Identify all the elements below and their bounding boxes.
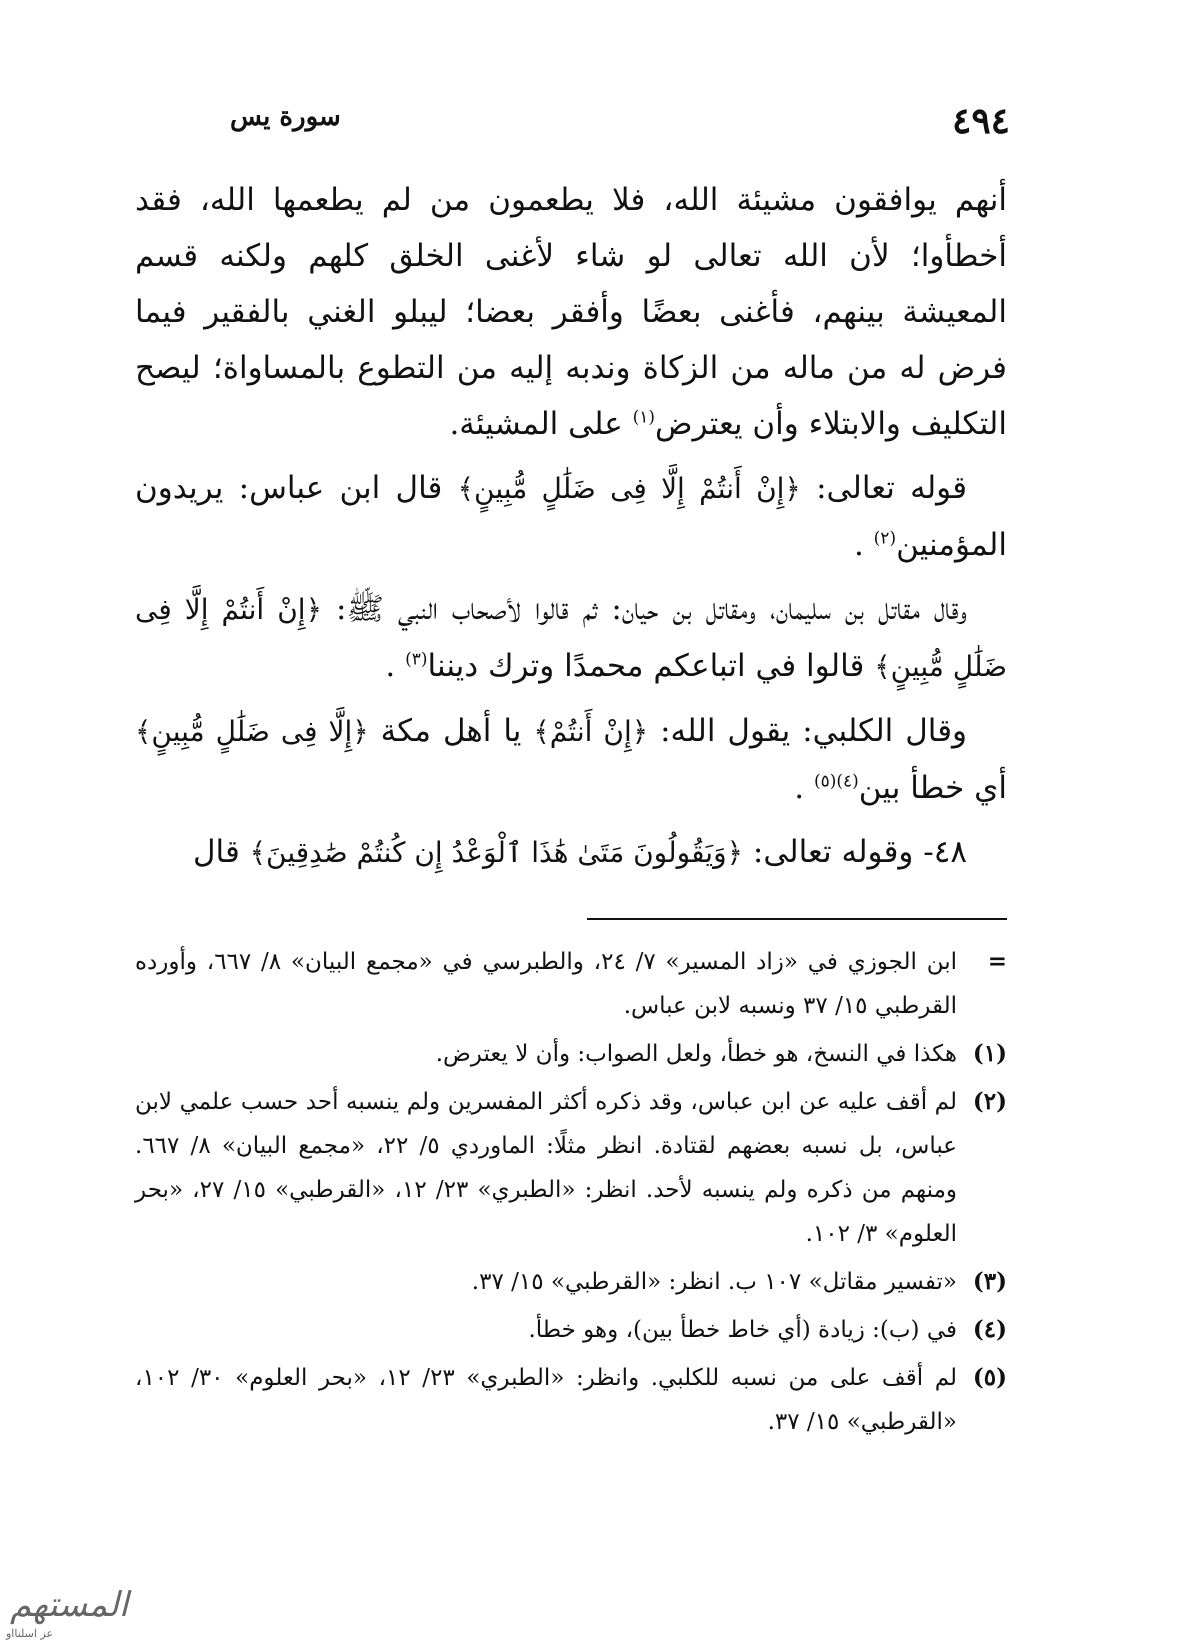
quran-verse: ﴿إِلَّا فِى ضَلَٰلٍ مُّبِينٍ﴾ <box>135 715 369 748</box>
page-header <box>230 100 1010 150</box>
footnote-mark: (٤) <box>972 1316 1007 1343</box>
paragraph-3 <box>135 581 1007 695</box>
footnote-divider <box>587 918 1007 920</box>
paragraph-4-text-c: أي خطأ بين <box>858 770 1007 806</box>
footnote <box>135 1308 1007 1352</box>
footnote-mark: (٣) <box>972 1268 1007 1295</box>
footnote-ref-4-5: (٤)(٥) <box>813 771 859 792</box>
footnote <box>135 1260 1007 1304</box>
footnote-text: في (ب): زيادة (أي خاط خطأ بين)، وهو خطأ. <box>528 1317 957 1343</box>
paragraph-4-text-b: يا أهل مكة <box>380 713 522 749</box>
quran-verse: ﴿إِنْ أَنتُمْ﴾ <box>533 715 649 748</box>
footnotes <box>135 940 1007 1448</box>
footnote <box>135 940 1007 1028</box>
paragraph-4-text-a: وقال الكلبي: يقول الله: <box>660 713 967 749</box>
main-text <box>135 172 1007 889</box>
surah-title: سورة يس <box>230 102 341 132</box>
footnote-text: لم أقف على من نسبه للكلبي. وانظر: «الطبري» ٢٣/ ١٢، «بحر العلوم» ٣٠/ ١٠٢، «القرطبي» ١٥/ ٣٧. <box>135 1365 958 1435</box>
publisher-logo <box>0 1575 129 1650</box>
paragraph-2-text-b: قال ابن عباس: يريدون المؤمنين <box>135 470 1007 563</box>
paragraph-3-end: . <box>385 648 396 684</box>
footnote-text: ابن الجوزي في «زاد المسير» ٧/ ٢٤، والطبرسي في «مجمع البيان» ٨/ ٦٦٧، وأورده القرطبي ١٥/ ٣٧ ونسبه لابن عباس. <box>135 949 957 1019</box>
footnote-ref-2: (٢) <box>873 528 897 549</box>
quran-verse: ﴿إِنْ أَنتُمْ إِلَّا فِى ضَلَٰلٍ مُّبِينٍ﴾ <box>457 472 801 505</box>
footnote-ref-1: (١) <box>632 407 655 428</box>
footnote-ref-3: (٣) <box>405 649 428 670</box>
footnote-mark: (١) <box>972 1040 1007 1067</box>
footnote-text: هكذا في النسخ، هو خطأ، ولعل الصواب: وأن لا يعترض. <box>435 1041 957 1067</box>
footnote <box>135 1032 1007 1076</box>
paragraph-2 <box>135 460 1007 573</box>
page-number: ٤٩٤ <box>951 100 1010 142</box>
paragraph-5 <box>135 824 1007 881</box>
paragraph-1-end: على المشيئة. <box>449 406 623 442</box>
footnote-text: لم أقف عليه عن ابن عباس، وقد ذكره أكثر المفسرين ولم ينسبه أحد حسب علمي لابن عباس، بل نسبه بعضهم لقتادة. انظر مثلًا: الماوردي ٥/ ٢٢، «مجمع البيان» ٨/ ٦٦٧. ومنهم من ذكره ولم ينسبه لأحد. انظر: «الطبري» ٢٣/ ١٢، «القرطبي» ١٥/ ٢٧، «بحر العلوم» ٣/ ١٠٢. <box>135 1089 957 1247</box>
paragraph-4-end: . <box>794 770 805 806</box>
paragraph-2-end: . <box>853 527 864 563</box>
paragraph-2-text-a: قوله تعالى: <box>816 470 968 506</box>
paragraph-1 <box>135 172 1007 452</box>
logo-calligraphy: المستهم <box>10 1585 129 1625</box>
logo-subtitle: عز اسلنااو <box>6 1627 54 1640</box>
paragraph-3-text-b: قالوا في اتباعكم محمدًا وترك ديننا <box>427 648 865 684</box>
paragraph-1-text: أنهم يوافقون مشيئة الله، فلا يطعمون من لم يطعمها الله، فقد أخطأوا؛ لأن الله تعالى لو شاء لأغنى الخلق كلهم ولكنه قسم المعيشة بينهم، فأغنى بعضًا وأفقر بعضا؛ ليبلو الغني بالفقير فيما فرض له من ماله من الزكاة وندبه إليه من التطوع بالمساواة؛ ليصح التكليف والابتلاء وأن يعترض <box>135 182 1007 442</box>
footnote <box>135 1356 1007 1444</box>
footnote-text: «تفسير مقاتل» ١٠٧ ب. انظر: «القرطبي» ١٥/ ٣٧. <box>471 1269 957 1295</box>
footnote-mark: = <box>987 948 1007 975</box>
paragraph-3-text-a: وقال مقاتل بن سليمان، ومقاتل بن حيان: ثم قالوا لأصحاب النبي ﷺ: <box>336 591 968 627</box>
quran-verse: ﴿وَيَقُولُونَ مَتَىٰ هَٰذَا ٱلْوَعْدُ إِن كُنتُمْ صَٰدِقِينَ﴾ <box>249 836 744 869</box>
footnote-mark: (٢) <box>972 1088 1007 1115</box>
footnote <box>135 1080 1007 1256</box>
footnote-mark: (٥) <box>972 1364 1007 1391</box>
paragraph-4 <box>135 703 1007 816</box>
quran-verse: ﴿إِنْ أَنتُمْ إِلَّا فِى ضَلَٰلٍ مُّبِينٍ﴾ <box>135 593 1007 683</box>
paragraph-5-text-a: ٤٨- وقوله تعالى: <box>752 834 967 870</box>
paragraph-5-text-b: قال <box>192 834 240 870</box>
